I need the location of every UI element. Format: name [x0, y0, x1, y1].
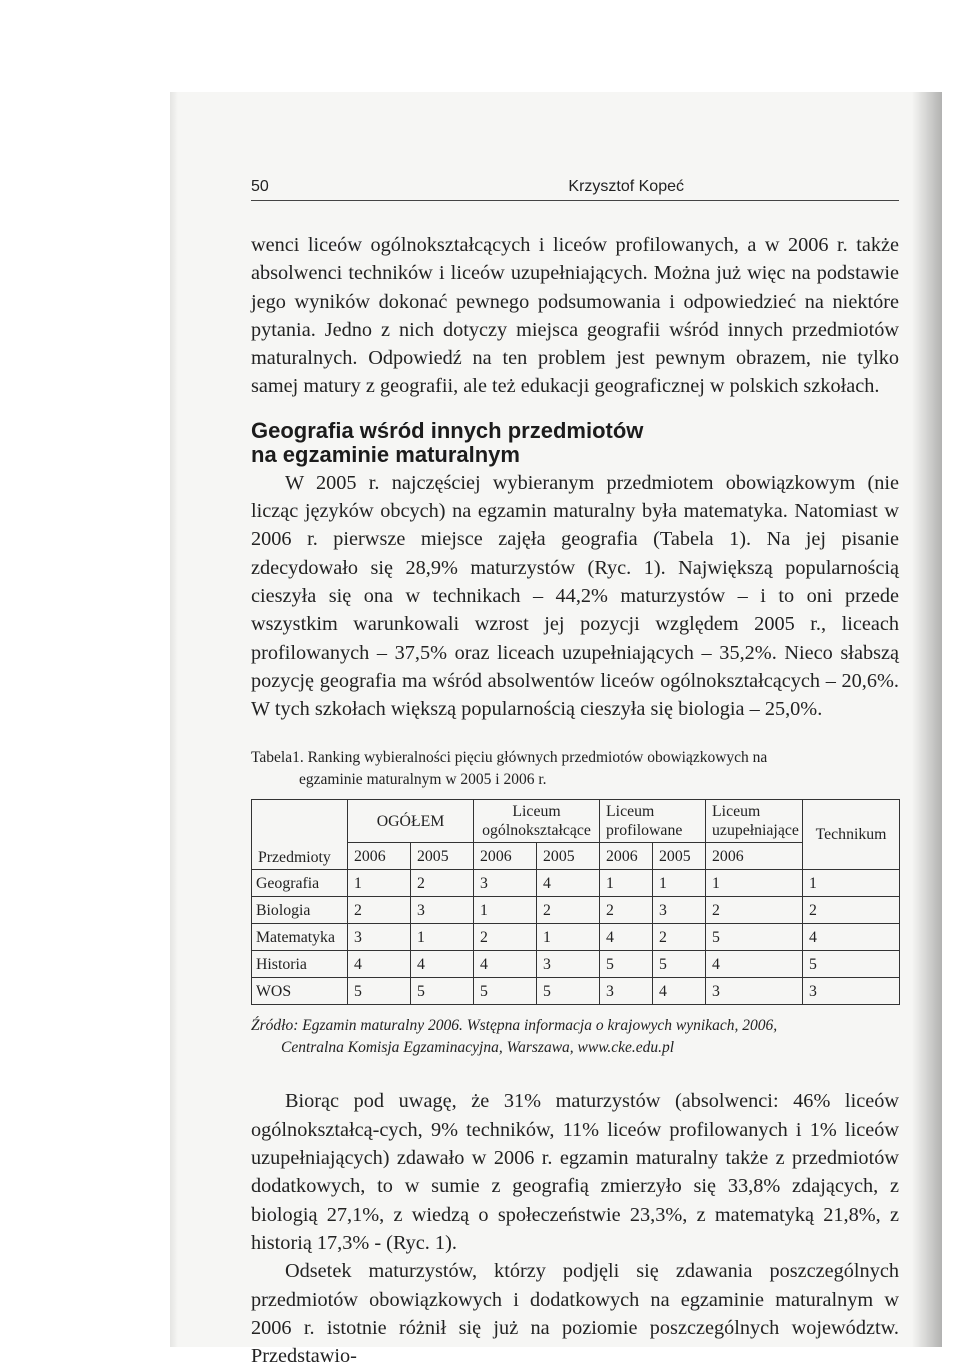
rank-cell: 4: [600, 924, 653, 951]
rank-cell: 3: [653, 897, 706, 924]
table-row: [252, 978, 900, 1005]
rank-cell: 1: [600, 870, 653, 897]
rank-cell: 3: [803, 978, 900, 1005]
subject-cell: Historia: [252, 951, 348, 978]
rank-cell: 3: [600, 978, 653, 1005]
header-lu: Liceum uzupełniające: [706, 800, 803, 843]
source-line-2: Centralna Komisja Egzaminacyjna, Warszawa, www.cke.edu.pl: [281, 1039, 675, 1057]
rank-cell: 2: [803, 897, 900, 924]
book-spine-shadow: [912, 92, 942, 1347]
rank-cell: 3: [411, 897, 474, 924]
rank-cell: 5: [537, 978, 600, 1005]
closing-text: [251, 1087, 899, 1370]
table-row: [252, 870, 900, 897]
section-paragraph: W 2005 r. najczęściej wybieranym przedmiotem obowiązkowym (nie licząc języków obcych) na egzamin maturalny była matematyka. Natomiast w 2006 r. pierwsze miejsce zajęła geografia (Tabela 1). Na jej pisanie zdecydowało się 28,9% maturzystów (Ryc. 1). Największą popularnością cieszyła się ona w technikach – 44,2% maturzystów – i to oni przede wszystkim warunkowali wzrost jej pozycji względem 2005 r., liceach profilowanych – 37,5% oraz liceach uzupełniających – 35,2%. Nieco słabszą pozycję geografia ma wśród absolwentów liceów ogólnokształcących – 20,6%. W tych szkołach większą popularnością cieszyła się biologia – 25,0%.: [251, 471, 899, 721]
page-content: [251, 178, 899, 1370]
ranking-table-body: [252, 800, 900, 1005]
year-cell: 2006: [600, 843, 653, 870]
header-tech: Technikum: [803, 800, 900, 870]
rank-cell: 1: [537, 924, 600, 951]
rank-cell: 1: [653, 870, 706, 897]
year-cell: 2006: [348, 843, 411, 870]
table-row: [252, 951, 900, 978]
rank-cell: 2: [600, 897, 653, 924]
closing-paragraph-2: Odsetek maturzystów, którzy podjęli się zdawania poszczególnych przedmiotów obowiązkowych i dodatkowych na egzaminie maturalnym w 2006 r. istotnie różnił się już na poziomie poszczególnych województw. Przedstawio-: [251, 1260, 899, 1368]
running-header: [251, 178, 899, 201]
rank-cell: 3: [706, 978, 803, 1005]
rank-cell: 3: [348, 924, 411, 951]
rank-cell: 2: [411, 870, 474, 897]
table-header-row: [252, 800, 900, 843]
table-caption: [251, 747, 899, 791]
year-cell: 2005: [537, 843, 600, 870]
rank-cell: 2: [474, 924, 537, 951]
table-caption-line-1: Tabela1. Ranking wybieralności pięciu głównych przedmiotów obowiązkowych na: [251, 749, 768, 767]
table-years-row: [252, 843, 900, 870]
header-lp: Liceum profilowane: [600, 800, 706, 843]
rank-cell: 5: [803, 951, 900, 978]
page-edge-shadow: [170, 92, 178, 1347]
year-cell: 2005: [653, 843, 706, 870]
rank-cell: 4: [706, 951, 803, 978]
rank-cell: 2: [653, 924, 706, 951]
rank-cell: 2: [348, 897, 411, 924]
rank-cell: 4: [348, 951, 411, 978]
subject-cell: Matematyka: [252, 924, 348, 951]
table-row: [252, 924, 900, 951]
source-line-1: Źródło: Egzamin maturalny 2006. Wstępna informacja o krajowych wynikach, 2006,: [251, 1017, 778, 1035]
section-heading-line-2: na egzaminie maturalnym: [251, 441, 520, 467]
rank-cell: 1: [348, 870, 411, 897]
subject-cell: Geografia: [252, 870, 348, 897]
rank-cell: 3: [537, 951, 600, 978]
rank-cell: 1: [411, 924, 474, 951]
rank-cell: 3: [474, 870, 537, 897]
closing-paragraph-1: Biorąc pod uwagę, że 31% maturzystów (absolwenci: 46% liceów ogólnokształcą-cych, 9% techników, 11% liceów profilowanych i 1% liceów uzupełniających) zdawało w 2006 r. egzamin maturalny także z przedmiotów dodatkowych, to w sumie z geografią zmierzyło się 33,8% zdających, z biologią 27,1%, z wiedzą o społeczeństwie 23,3%, z matematyką 21,8%, z historią 17,3% - (Ryc. 1).: [251, 1090, 899, 1254]
table-row: [252, 897, 900, 924]
header-overall: OGÓŁEM: [348, 800, 474, 843]
table-source: [251, 1015, 899, 1059]
year-cell: 2006: [706, 843, 803, 870]
header-lo: Liceum ogólnokształcące: [474, 800, 600, 843]
rank-cell: 1: [474, 897, 537, 924]
rank-cell: 4: [803, 924, 900, 951]
rank-cell: 4: [411, 951, 474, 978]
ranking-table: [251, 799, 900, 1005]
intro-paragraph: wenci liceów ogólnokształcących i liceów profilowanych, a w 2006 r. także absolwenci techników i liceów uzupełniających. Można już więc na podstawie jego wyników dokonać pewnego podsumowania i odpowiedzieć na niektóre pytania. Jedno z nich dotyczy miejsca geografii wśród innych przedmiotów maturalnych. Odpowiedź na ten problem jest pewnym obrazem, nie tylko samej matury z geografii, ale też edukacji geograficznej w polskich szkołach.: [251, 234, 899, 398]
rank-cell: 5: [474, 978, 537, 1005]
rank-cell: 2: [537, 897, 600, 924]
rank-cell: 5: [600, 951, 653, 978]
section-heading-line-1: Geografia wśród innych przedmiotów: [251, 417, 644, 443]
subject-cell: Biologia: [252, 897, 348, 924]
header-subjects: Przedmioty: [252, 800, 348, 870]
rank-cell: 4: [474, 951, 537, 978]
section-heading: [251, 419, 899, 467]
year-cell: 2006: [474, 843, 537, 870]
rank-cell: 5: [706, 924, 803, 951]
rank-cell: 5: [411, 978, 474, 1005]
rank-cell: 4: [653, 978, 706, 1005]
rank-cell: 5: [348, 978, 411, 1005]
year-cell: 2005: [411, 843, 474, 870]
rank-cell: 1: [803, 870, 900, 897]
table-caption-line-2: egzaminie maturalnym w 2005 i 2006 r.: [299, 771, 547, 789]
rank-cell: 2: [706, 897, 803, 924]
page-number: 50: [251, 178, 269, 195]
author-name: Krzysztof Kopeć: [568, 178, 684, 195]
rank-cell: 1: [706, 870, 803, 897]
rank-cell: 5: [653, 951, 706, 978]
rank-cell: 4: [537, 870, 600, 897]
subject-cell: WOS: [252, 978, 348, 1005]
